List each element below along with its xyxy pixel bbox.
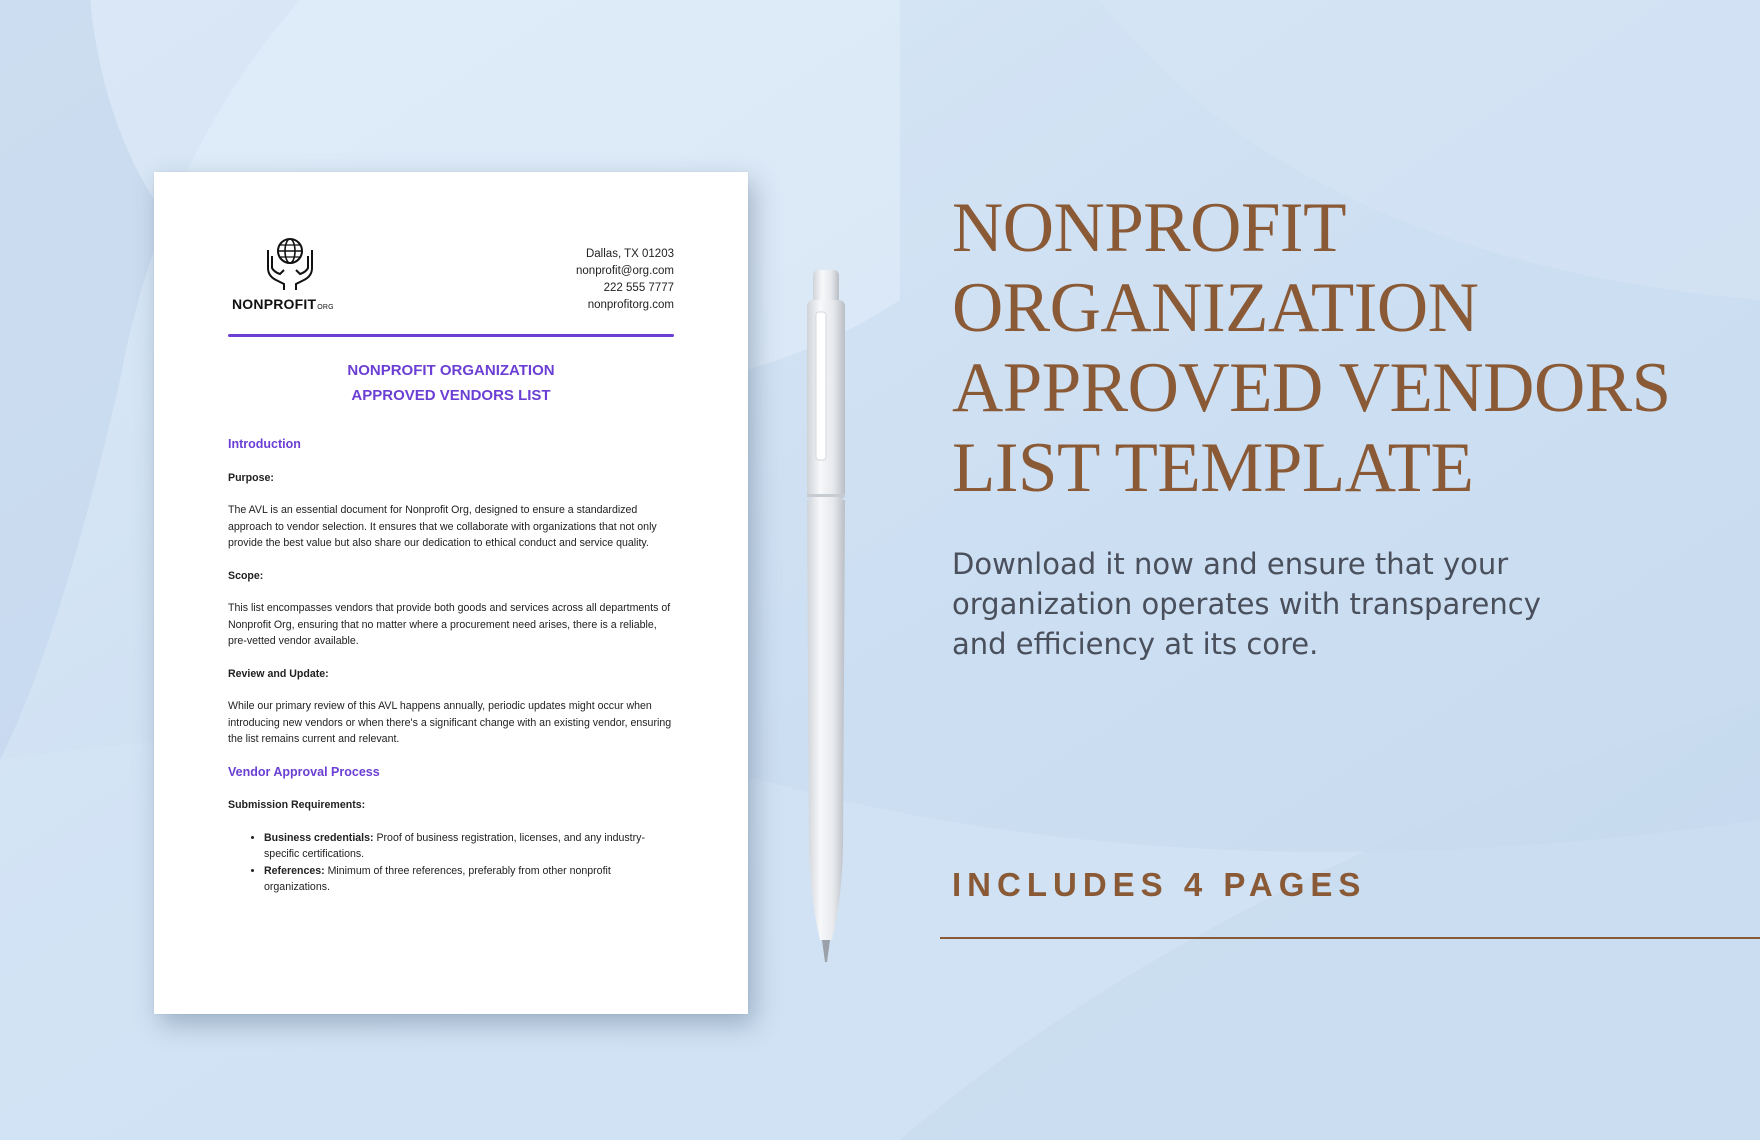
headline-line-1: NONPROFIT xyxy=(952,189,1346,267)
document-title xyxy=(154,358,748,408)
bullet-term: References: xyxy=(264,864,325,877)
page-title xyxy=(952,188,1672,508)
purpose-text: The AVL is an essential document for Nonprofit Org, designed to ensure a standardized approach to vendor selection. It ensures that we collaborate with organizations that not only provide the best value but also share our dedication to ethical conduct and service quality. xyxy=(228,504,657,549)
contact-phone: 222 555 7777 xyxy=(603,282,674,294)
headline-line-3: APPROVED VENDORS xyxy=(952,349,1671,427)
scope-label: Scope: xyxy=(228,569,264,582)
bullet-text: Minimum of three references, preferably from other nonprofit organizations. xyxy=(264,864,611,893)
purpose-label: Purpose: xyxy=(228,471,274,484)
globe-hands-icon xyxy=(262,234,318,290)
list-item xyxy=(264,863,674,896)
logo-subtext: ORG xyxy=(317,304,334,311)
document-body xyxy=(228,436,674,896)
submission-label: Submission Requirements: xyxy=(228,799,366,811)
document-title-line-1: NONPROFIT ORGANIZATION xyxy=(347,362,555,379)
contact-address: Dallas, TX 01203 xyxy=(585,248,674,260)
scope-text: This list encompasses vendors that provide both goods and services across all departments of Nonprofit Org, ensuring that no matter where a procurement need arises, there is a reliable, pre-vetted vendor available. xyxy=(228,602,671,647)
document-title-line-2: APPROVED VENDORS LIST xyxy=(351,387,551,404)
contact-block xyxy=(576,246,674,314)
bullet-term: Business credentials: xyxy=(264,831,374,844)
review-label: Review and Update: xyxy=(228,667,329,680)
header-divider xyxy=(228,334,674,337)
contact-email: nonprofit@org.com xyxy=(576,265,674,277)
pages-divider xyxy=(940,937,1760,939)
headline-line-4: LIST TEMPLATE xyxy=(952,429,1474,507)
contact-website: nonprofitorg.com xyxy=(587,299,674,311)
section-heading-introduction: Introduction xyxy=(228,437,301,451)
description-text: Download it now and ensure that your organization operates with transparency and efficiency at its core. xyxy=(952,547,1541,661)
pen-icon xyxy=(800,268,852,968)
requirements-list xyxy=(228,830,674,896)
logo-text: NONPROFIT xyxy=(232,296,317,312)
logo-wordmark xyxy=(232,296,334,312)
list-item xyxy=(264,830,674,863)
bullet-text: Proof of business registration, licenses, and any industry-specific certifications. xyxy=(264,831,645,860)
pages-count-label: INCLUDES 4 PAGES xyxy=(952,866,1367,903)
review-text: While our primary review of this AVL happens annually, periodic updates might occur when introducing new vendors or when there's a significant change with an existing vendor, ensuring the list remains current and relevant. xyxy=(228,700,672,745)
document-preview xyxy=(154,172,748,1014)
headline-line-2: ORGANIZATION xyxy=(952,269,1479,347)
section-heading-vendor-approval: Vendor Approval Process xyxy=(228,764,380,779)
